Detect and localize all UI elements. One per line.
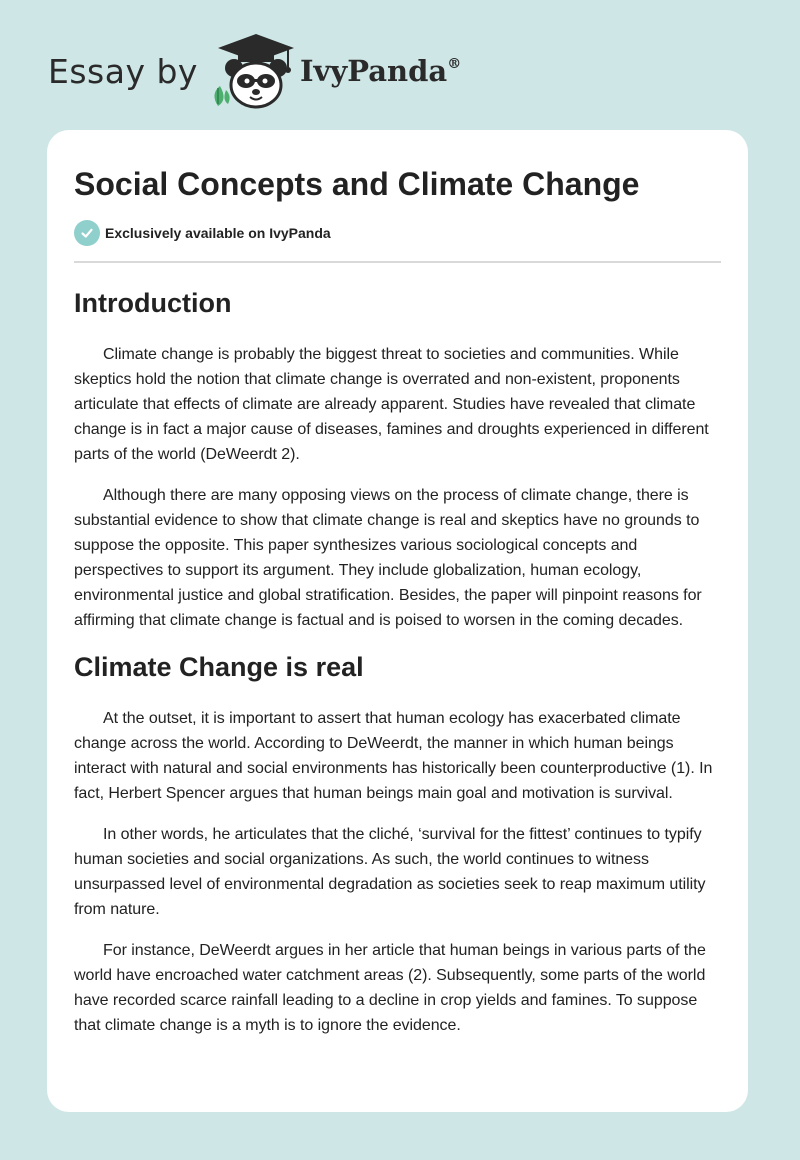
registered-mark: ®	[447, 56, 462, 72]
essay-by-label: Essay by	[48, 51, 198, 91]
paragraph: At the outset, it is important to assert that human ecology has exacerbated climate change across the world. According to DeWeerdt, the manner in which human beings interact with natural and social environments has historically been counterproductive (1). In fact, Herbert Spencer argues that human beings main goal and motivation is survival.	[74, 710, 713, 802]
brand-name[interactable]: IvyPanda®	[299, 54, 462, 88]
essay-card	[47, 130, 748, 1112]
section-heading-introduction: Introduction	[74, 288, 232, 318]
paragraph: Although there are many opposing views on the process of climate change, there is substantial evidence to show that climate change is real and skeptics have no grounds to suppose the opposite. This paper synthesizes various sociological concepts and perspectives to support its argument. They include globalization, human ecology, environmental justice and global stratification. Besides, the paper will pinpoint reasons for affirming that climate change is factual and is poised to worsen in the coming decades.	[74, 487, 702, 629]
exclusive-badge	[74, 220, 721, 246]
paragraph: In other words, he articulates that the cliché, ‘survival for the fittest’ continues to typify human societies and social organizations. As such, the world continues to witness unsurpassed level of environmental degradation as societies seek to reap maximum utility from nature.	[74, 826, 706, 918]
paragraph: For instance, DeWeerdt argues in her article that human beings in various parts of the world have encroached water catchment areas (2). Subsequently, some parts of the world have recorded scarce rainfall leading to a decline in crop yields and famines. To suppose that climate change is a myth is to ignore the evidence.	[74, 942, 706, 1034]
panda-graduation-cap-icon[interactable]	[208, 30, 304, 112]
page-title: Social Concepts and Climate Change	[74, 166, 640, 202]
section-heading-climate-change-is-real: Climate Change is real	[74, 652, 364, 682]
checkmark-icon	[74, 220, 100, 246]
exclusive-label: Exclusively available on IvyPanda	[105, 225, 331, 241]
site-header	[48, 30, 461, 112]
title-divider	[74, 261, 721, 263]
paragraph: Climate change is probably the biggest threat to societies and communities. While skeptics hold the notion that climate change is overrated and non-existent, proponents articulate that effects of climate are already apparent. Studies have revealed that climate change is in fact a major cause of diseases, famines and droughts experienced in different parts of the world (DeWeerdt 2).	[74, 346, 709, 463]
